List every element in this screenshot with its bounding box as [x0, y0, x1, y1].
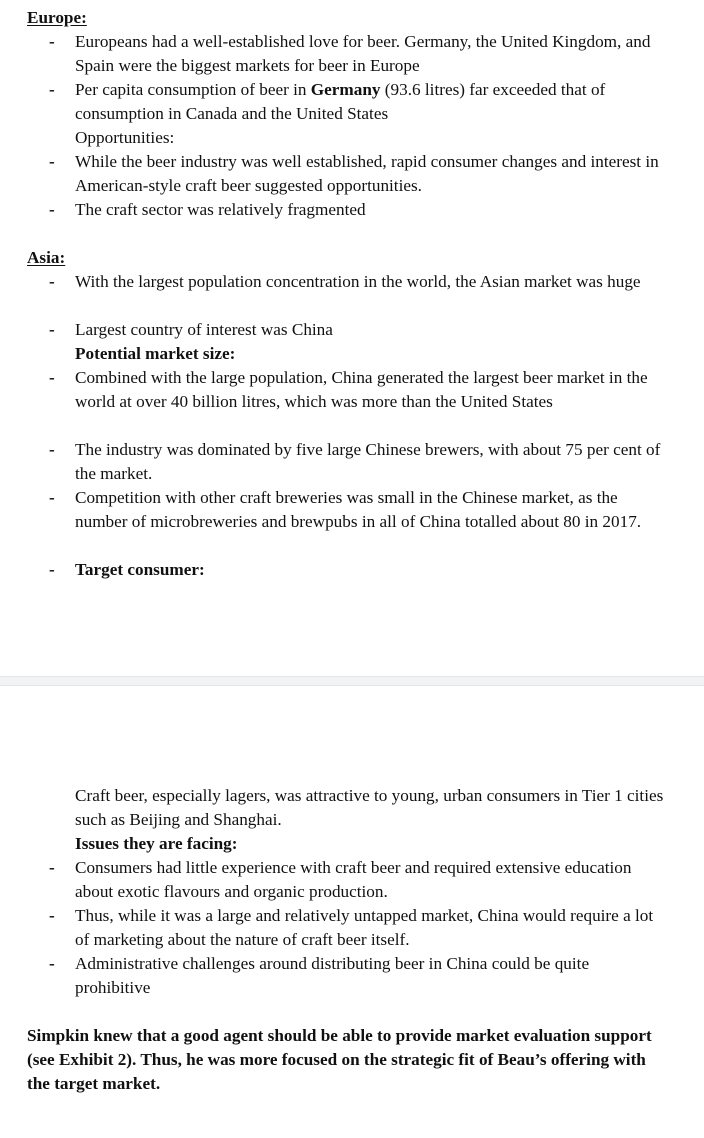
bullet-dash: - — [49, 858, 55, 877]
asia-target-consumer-text: Craft beer, especially lagers, was attractive to young, urban consumers in Tier 1 cities such as Beijing and Shanghai. — [75, 786, 664, 829]
asia-heading: Asia: — [27, 248, 66, 267]
bullet-dash: - — [49, 152, 55, 171]
bullet-dash: - — [49, 80, 55, 99]
bullet-dash: - — [49, 440, 55, 459]
asia-point-population: With the largest population concentration in the world, the Asian market was huge — [75, 272, 641, 291]
bullet-dash: - — [49, 32, 55, 51]
germany-bold: Germany — [310, 80, 381, 99]
europe-point-fragmented: The craft sector was relatively fragmented — [75, 200, 366, 219]
bullet-dash: - — [49, 272, 55, 291]
asia-issues-label: Issues they are facing: — [75, 834, 238, 853]
bullet-dash: - — [49, 560, 55, 579]
asia-point-competition: Competition with other craft breweries was small in the Chinese market, as the number of microbreweries and brewpubs in all of China totalled about 80 in 2017. — [75, 488, 642, 531]
bullet-dash: - — [49, 954, 55, 973]
asia-point-china: Largest country of interest was China — [75, 320, 333, 339]
bullet-dash: - — [49, 200, 55, 219]
bullet-dash: - — [49, 906, 55, 925]
asia-point-education: Consumers had little experience with craft beer and required extensive education about exotic flavours and organic production. — [75, 858, 632, 901]
bullet-dash: - — [49, 488, 55, 507]
document-page-2 — [0, 686, 704, 1138]
europe-heading: Europe: — [27, 8, 87, 27]
asia-point-largest-market: Combined with the large population, China generated the largest beer market in the world at over 40 billion litres, which was more than the United States — [75, 368, 648, 411]
bullet-dash: - — [49, 320, 55, 339]
europe-point-craft-interest: While the beer industry was well established, rapid consumer changes and interest in American-style craft beer suggested opportunities. — [75, 152, 659, 195]
asia-point-marketing: Thus, while it was a large and relatively untapped market, China would require a lot of marketing about the nature of craft beer itself. — [75, 906, 654, 949]
asia-target-consumer-label: Target consumer: — [75, 560, 205, 579]
asia-market-size-label: Potential market size: — [75, 344, 236, 363]
page-break — [0, 676, 704, 686]
asia-point-five-brewers: The industry was dominated by five large Chinese brewers, with about 75 per cent of the market. — [75, 440, 661, 483]
europe-point-markets: Europeans had a well-established love for beer. Germany, the United Kingdom, and Spain were the biggest markets for beer in Europe — [75, 32, 651, 75]
asia-point-administrative: Administrative challenges around distributing beer in China could be quite prohibitive — [75, 954, 590, 997]
bullet-dash: - — [49, 368, 55, 387]
closing-paragraph: Simpkin knew that a good agent should be able to provide market evaluation support (see Exhibit 2). Thus, he was more focused on the strategic fit of Beau’s offering with the target market. — [27, 1026, 652, 1093]
europe-point-per-capita: Per capita consumption of beer in Germany (93.6 litres) far exceeded that of consumption in Canada and the United States — [75, 80, 606, 123]
europe-opportunities-label: Opportunities: — [75, 128, 175, 147]
